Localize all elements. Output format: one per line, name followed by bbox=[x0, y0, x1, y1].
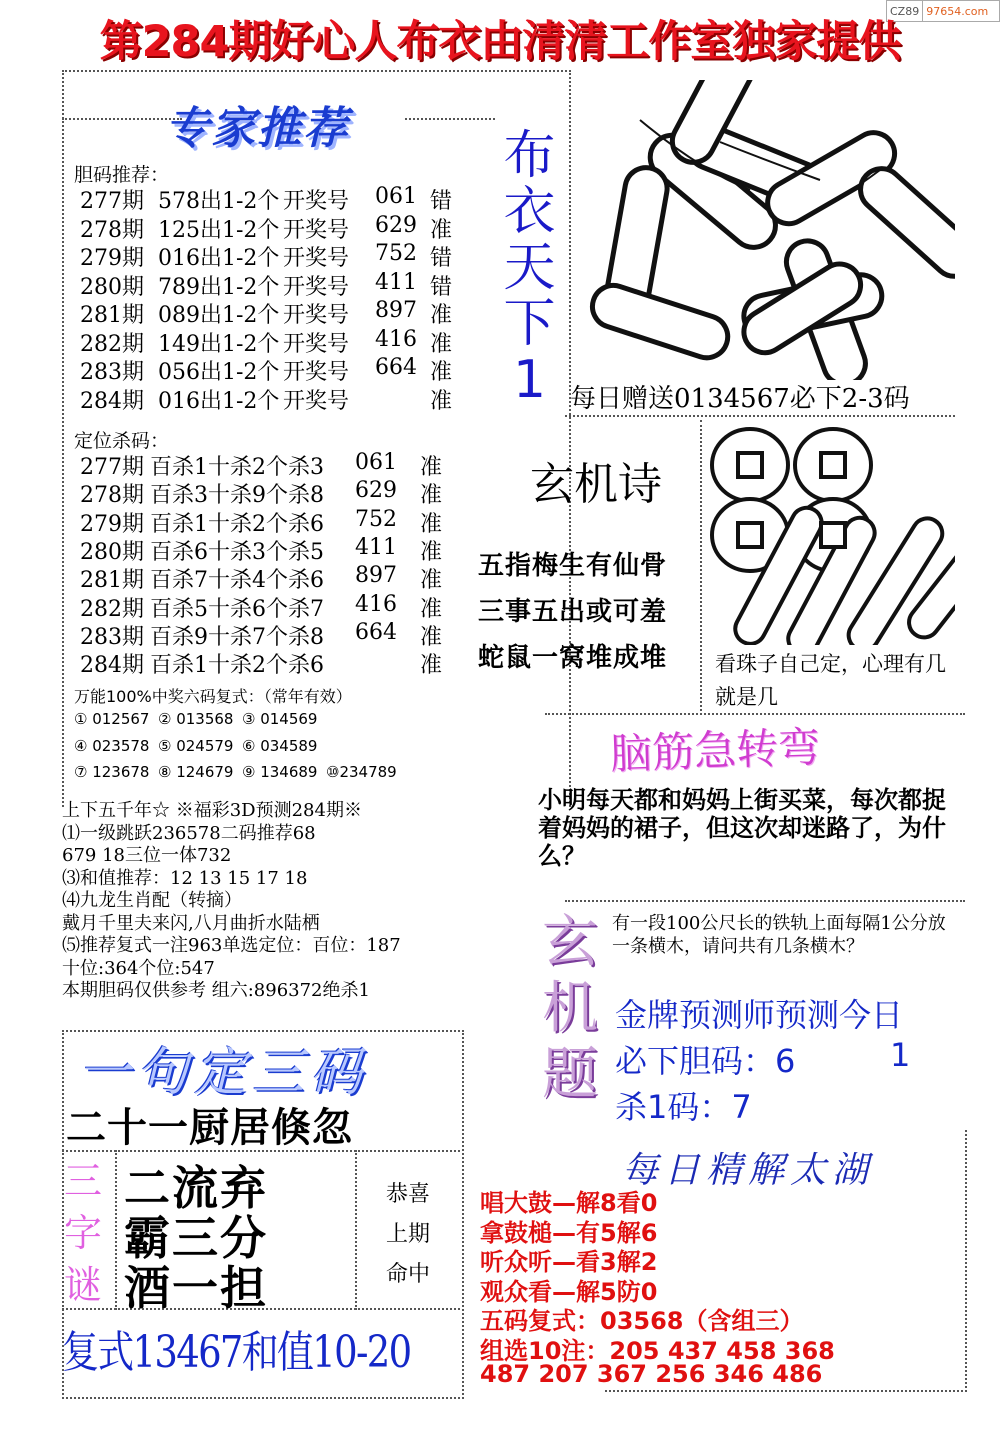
forecast-line: ⑶和值推荐：12 13 15 17 18 bbox=[62, 867, 308, 889]
forecast-line: 戴月千里夫来闪,八月曲折水陆栖 bbox=[62, 912, 320, 934]
dan-cell-label: 开奖号 bbox=[283, 303, 350, 328]
kill-cell-result: 准 bbox=[420, 596, 443, 622]
universal-combo: ⑥ 034589 bbox=[242, 736, 318, 755]
dotted-divider bbox=[355, 1150, 357, 1310]
watermark-code: CZ89 bbox=[887, 1, 923, 21]
dan-cell-label: 开奖号 bbox=[283, 217, 350, 243]
dan-cell-result: 准 bbox=[430, 303, 453, 328]
universal-combo: ⑤ 024579 bbox=[158, 736, 234, 755]
kill-cell-result: 准 bbox=[420, 624, 443, 650]
universal-combo: ⑧ 124679 bbox=[158, 763, 234, 781]
poem-line-2: 三事五出或可羞 bbox=[478, 597, 668, 627]
dotted-divider bbox=[405, 118, 495, 120]
taihu-line: 唱大鼓—解8看0 bbox=[480, 1189, 658, 1217]
fushi-text: 复式13467和值10-20 bbox=[62, 1327, 411, 1378]
pearl-note: 看珠子自己定，心理有几就是几 bbox=[715, 652, 946, 709]
poem-line-1: 五指梅生有仙骨 bbox=[478, 551, 668, 581]
dan-cell-result: 准 bbox=[430, 388, 453, 414]
dan-cell-tip: 016出1-2个 bbox=[158, 246, 280, 271]
taihu-line: 观众看—解5防0 bbox=[480, 1277, 658, 1306]
dan-cell-period: 283期 bbox=[80, 360, 144, 385]
buyi-char: 布 bbox=[503, 126, 556, 186]
taihu-line: 组选10注：205 437 458 368 bbox=[480, 1336, 835, 1365]
kill-cell-tip: 百杀5十杀6个杀7 bbox=[150, 596, 324, 622]
dan-row bbox=[80, 270, 480, 298]
taihu-line: 拿鼓槌—有5解6 bbox=[480, 1218, 658, 1247]
riddle-2: 霸三分 bbox=[124, 1211, 268, 1265]
dan-cell-result: 错 bbox=[430, 274, 453, 300]
dan-cell-label: 开奖号 bbox=[283, 189, 350, 214]
gold-dan-label: 必下胆码： bbox=[615, 1042, 776, 1080]
kill-row bbox=[80, 648, 480, 679]
kill-cell-num: 629 bbox=[355, 478, 397, 504]
sanzi-label-char: 字 bbox=[63, 1211, 102, 1255]
sanzi-label bbox=[62, 1155, 104, 1311]
dan-row bbox=[80, 298, 480, 326]
watermark-domain: 97654.com bbox=[926, 4, 989, 18]
coins-beads-graphic bbox=[705, 420, 955, 645]
dan-cell-period: 277期 bbox=[80, 189, 144, 214]
universal-combo: ⑨ 134689 bbox=[242, 763, 318, 781]
brain-teaser-title: 脑筋急转弯 bbox=[609, 722, 821, 779]
kill-cell-period: 284期 bbox=[80, 653, 144, 679]
capsule-figure-graphic bbox=[570, 80, 955, 380]
gold-dan-value-2: 1 bbox=[890, 1036, 911, 1074]
taihu-title: 每日精解太湖 bbox=[622, 1150, 875, 1191]
dan-cell-label: 开奖号 bbox=[283, 388, 350, 414]
taihu-line: 听众听—看3解2 bbox=[480, 1248, 658, 1276]
kill-cell-period: 278期 bbox=[80, 483, 144, 509]
kill-cell-period: 277期 bbox=[80, 455, 144, 480]
kill-row bbox=[80, 592, 480, 620]
kill-row bbox=[80, 563, 480, 594]
dotted-divider bbox=[700, 420, 702, 715]
dan-cell-label: 开奖号 bbox=[283, 274, 350, 300]
dan-row bbox=[80, 355, 480, 383]
riddle-1: 二流弃 bbox=[124, 1161, 268, 1215]
forecast-block bbox=[62, 800, 401, 1003]
dan-cell-label: 开奖号 bbox=[283, 360, 350, 385]
dan-cell-result: 错 bbox=[430, 246, 453, 271]
kill-section-label: 定位杀码： bbox=[74, 430, 170, 452]
dotted-divider bbox=[565, 900, 965, 902]
forecast-line: ⑴一级跳跃236578二码推荐68 bbox=[62, 822, 316, 844]
gold-kill-value: 7 bbox=[731, 1088, 752, 1126]
kill-row bbox=[80, 478, 480, 509]
kill-cell-result: 准 bbox=[420, 455, 443, 480]
brain-teaser-question: 小明每天都和妈妈上街买菜，每次都捉着妈妈的裙子，但这次却迷路了，为什么？ bbox=[538, 786, 946, 870]
dan-cell-result: 准 bbox=[430, 217, 453, 243]
yiju-title: 一句定三码 bbox=[78, 1043, 369, 1103]
kill-cell-result: 准 bbox=[420, 653, 443, 679]
kill-cell-result: 准 bbox=[420, 511, 443, 537]
congrats-line: 上期 bbox=[385, 1222, 430, 1247]
dan-cell-label: 开奖号 bbox=[283, 246, 350, 271]
dan-cell-tip: 056出1-2个 bbox=[158, 360, 280, 385]
poem-title: 玄机诗 bbox=[530, 459, 662, 510]
dan-cell-result: 准 bbox=[430, 360, 453, 385]
dan-cell-period: 280期 bbox=[80, 274, 144, 300]
kill-row bbox=[80, 450, 480, 478]
kill-cell-result: 准 bbox=[420, 568, 443, 594]
daily-gift-text: 每日赠送0134567必下2-3码 bbox=[570, 384, 910, 414]
kill-cell-num: 752 bbox=[355, 506, 397, 532]
dan-cell-result: 准 bbox=[430, 331, 453, 357]
buyi-char: 下 bbox=[503, 294, 556, 354]
kill-cell-period: 282期 bbox=[80, 596, 144, 622]
kill-cell-num: 897 bbox=[355, 563, 397, 589]
kill-cell-num: 061 bbox=[355, 450, 397, 475]
buyi-char: 衣 bbox=[503, 182, 556, 242]
kill-cell-result: 准 bbox=[420, 483, 443, 509]
universal-label: 万能100%中奖六码复式：（常年有效） bbox=[74, 687, 352, 706]
kill-cell-tip: 百杀1十杀2个杀6 bbox=[150, 511, 324, 537]
dan-cell-tip: 016出1-2个 bbox=[158, 388, 280, 414]
dan-cell-num: 664 bbox=[375, 355, 417, 380]
forecast-line: 十位:364个位:547 bbox=[62, 957, 215, 979]
puzzle-title bbox=[540, 910, 600, 1108]
congrats-line: 恭喜 bbox=[385, 1182, 430, 1207]
kill-cell-tip: 百杀3十杀9个杀8 bbox=[150, 483, 324, 509]
gold-kill-label: 杀1码： bbox=[615, 1088, 732, 1126]
kill-cell-result: 准 bbox=[420, 539, 443, 565]
dan-cell-period: 282期 bbox=[80, 331, 144, 357]
kill-cell-num: 411 bbox=[355, 534, 397, 560]
kill-cell-num: 664 bbox=[355, 619, 397, 645]
sanzi-label-char: 谜 bbox=[63, 1263, 102, 1307]
gold-predictor-line: 金牌预测师预测今日 bbox=[615, 996, 904, 1034]
puzzle-title-char: 玄 bbox=[542, 910, 598, 975]
dotted-divider bbox=[565, 415, 955, 417]
buyi-char: 天 bbox=[503, 238, 556, 298]
expert-title: 专家推荐 bbox=[165, 103, 349, 154]
dan-cell-num: 629 bbox=[375, 212, 417, 238]
dotted-divider bbox=[62, 118, 182, 120]
poem-line-3: 蛇鼠一窝堆成堆 bbox=[478, 643, 668, 673]
dan-cell-period: 281期 bbox=[80, 303, 144, 328]
dan-cell-tip: 089出1-2个 bbox=[158, 303, 280, 328]
dan-cell-result: 错 bbox=[430, 189, 453, 214]
dan-cell-period: 279期 bbox=[80, 246, 144, 271]
kill-cell-tip: 百杀6十杀3个杀5 bbox=[150, 539, 324, 565]
puzzle-question: 有一段100公尺长的铁轨上面每隔1公分放一条横木，请问共有几条横木？ bbox=[612, 913, 946, 957]
sanzi-label-char: 三 bbox=[63, 1159, 102, 1203]
dan-cell-tip: 149出1-2个 bbox=[158, 331, 280, 357]
dan-cell-num: 411 bbox=[375, 269, 417, 295]
universal-combo: ⑩234789 bbox=[326, 763, 397, 781]
kill-cell-num: 416 bbox=[355, 591, 397, 617]
kill-cell-tip: 百杀9十杀7个杀8 bbox=[150, 624, 324, 650]
universal-combo: ⑦ 123678 bbox=[74, 763, 150, 781]
dan-cell-num: 416 bbox=[375, 326, 417, 352]
forecast-line: 上下五千年☆ ※福彩3D预测284期※ bbox=[62, 800, 362, 821]
puzzle-title-char: 机 bbox=[542, 976, 598, 1041]
dan-cell-num: 897 bbox=[375, 298, 417, 323]
universal-combo: ③ 014569 bbox=[242, 710, 318, 728]
kill-cell-period: 281期 bbox=[80, 568, 144, 594]
universal-combo: ② 013568 bbox=[158, 710, 234, 728]
page-title: 第284期好心人布衣由清清工作室独家提供 bbox=[99, 17, 901, 67]
taihu-line: 487 207 367 256 346 486 bbox=[480, 1360, 823, 1388]
dan-cell-tip: 789出1-2个 bbox=[158, 274, 280, 300]
kill-cell-tip: 百杀1十杀2个杀3 bbox=[150, 455, 324, 480]
gold-kill-line bbox=[615, 1082, 752, 1128]
dan-cell-tip: 578出1-2个 bbox=[158, 189, 280, 214]
kill-row bbox=[80, 535, 480, 563]
congrats-note bbox=[372, 1175, 444, 1295]
riddle-3: 酒一担 bbox=[124, 1261, 268, 1315]
forecast-line: ⑸推荐复式一注963单选定位：百位：187 bbox=[62, 935, 401, 956]
dan-cell-label: 开奖号 bbox=[283, 331, 350, 357]
gold-dan-value: 6 bbox=[775, 1042, 796, 1080]
dan-row bbox=[80, 241, 480, 269]
dan-cell-num: 752 bbox=[375, 241, 417, 266]
dan-row bbox=[80, 384, 480, 412]
dan-section-label: 胆码推荐： bbox=[74, 164, 170, 186]
buyi-char: 1 bbox=[512, 350, 547, 410]
kill-row bbox=[80, 507, 480, 535]
kill-row bbox=[80, 620, 480, 648]
dan-row bbox=[80, 213, 480, 241]
kill-cell-period: 283期 bbox=[80, 624, 144, 650]
forecast-line: 679 18三位一体732 bbox=[62, 845, 232, 866]
forecast-line: ⑷九龙生肖配（转摘） bbox=[62, 890, 242, 911]
dan-cell-num: 061 bbox=[375, 184, 417, 209]
dan-row bbox=[80, 184, 480, 212]
congrats-line: 命中 bbox=[385, 1262, 430, 1287]
dan-cell-period: 284期 bbox=[80, 388, 144, 414]
puzzle-title-char: 题 bbox=[542, 1042, 598, 1107]
gold-dan-line bbox=[615, 1036, 911, 1082]
kill-cell-period: 279期 bbox=[80, 511, 144, 537]
forecast-line: 本期胆码仅供参考 组六:896372绝杀1 bbox=[62, 980, 370, 1001]
yiju-phrase: 二十一厨居倏忽 bbox=[66, 1104, 353, 1151]
kill-cell-tip: 百杀7十杀4个杀6 bbox=[150, 568, 324, 594]
dan-cell-tip: 125出1-2个 bbox=[158, 217, 280, 243]
kill-cell-tip: 百杀1十杀2个杀6 bbox=[150, 653, 324, 679]
kill-cell-period: 280期 bbox=[80, 539, 144, 565]
taihu-line: 五码复式：03568（含组三） bbox=[480, 1307, 804, 1335]
dan-row bbox=[80, 327, 480, 355]
buyi-title bbox=[492, 128, 567, 408]
universal-combo: ① 012567 bbox=[74, 710, 150, 728]
dotted-divider bbox=[115, 1150, 117, 1310]
universal-combo: ④ 023578 bbox=[74, 736, 150, 755]
dan-cell-period: 278期 bbox=[80, 217, 144, 243]
